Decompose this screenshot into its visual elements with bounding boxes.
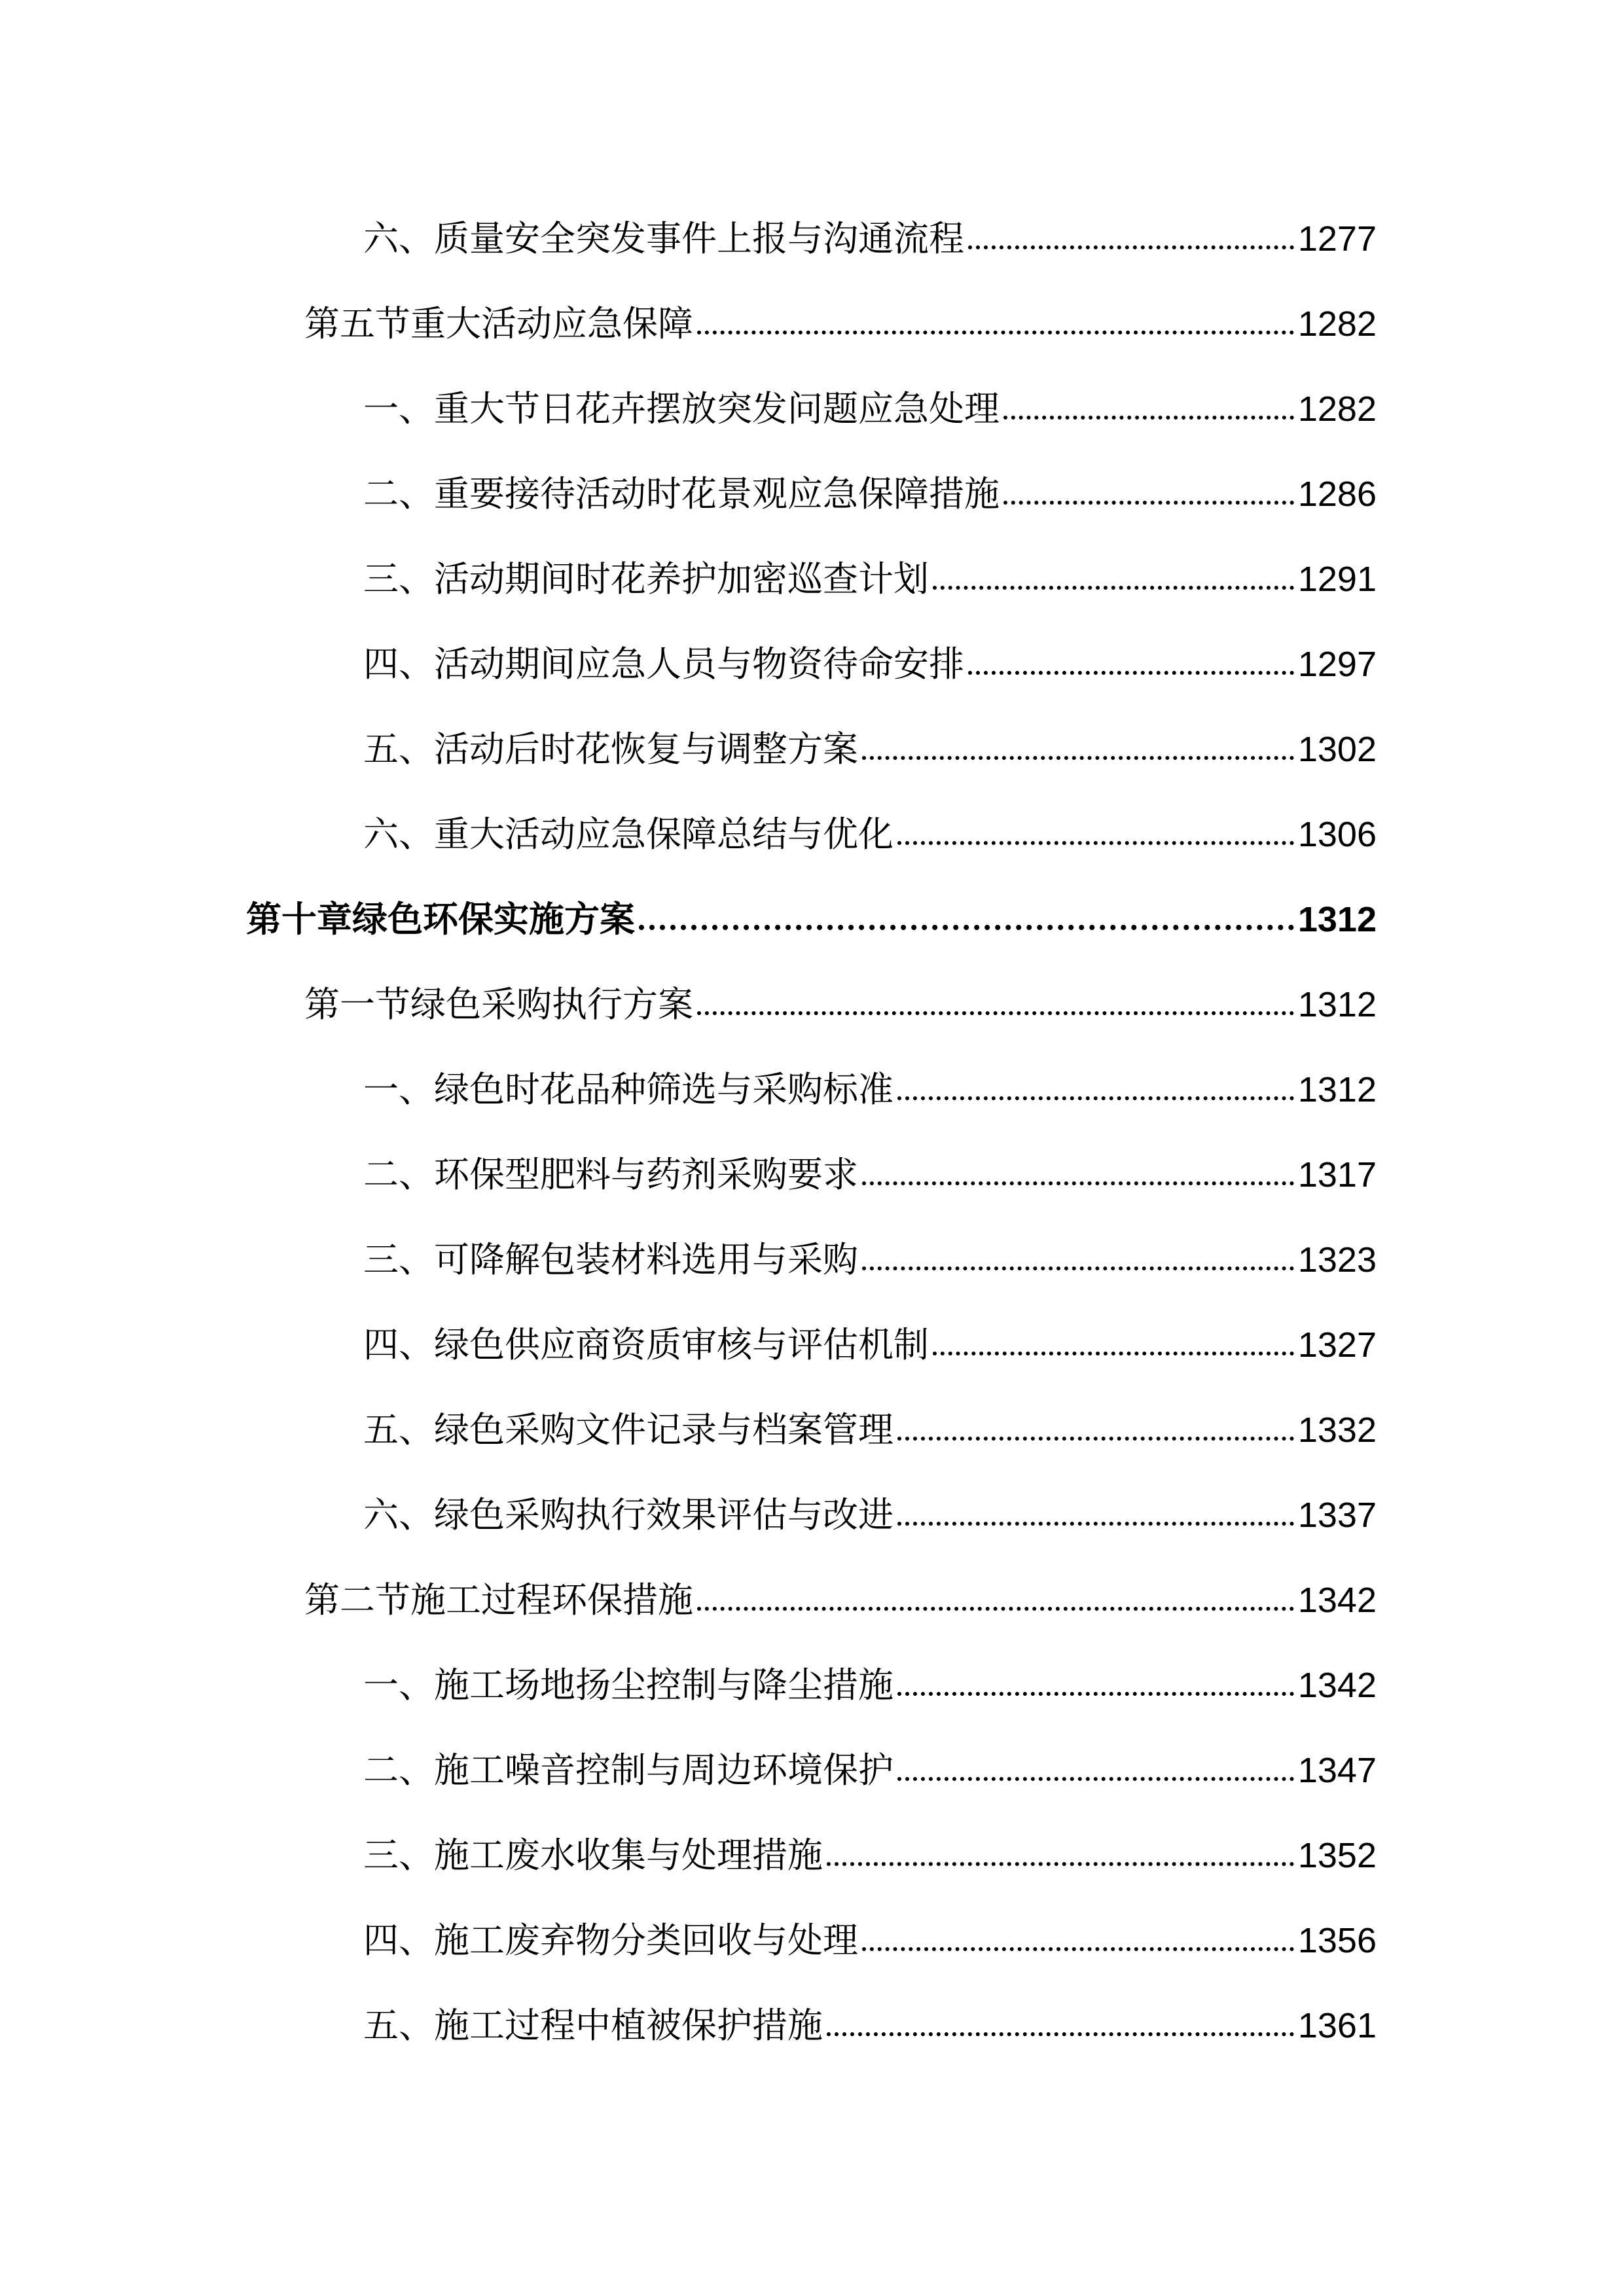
toc-entry-title: 一、施工场地扬尘控制与降尘措施	[363, 1664, 893, 1706]
toc-entry-title: 六、重大活动应急保障总结与优化	[363, 814, 893, 855]
dot-leader	[1003, 416, 1294, 420]
dot-leader	[933, 1352, 1294, 1355]
toc-entry-page: 1356	[1297, 1921, 1377, 1960]
toc-entry-page: 1282	[1297, 389, 1377, 429]
toc-entry-page: 1317	[1297, 1155, 1377, 1194]
toc-entry-page: 1352	[1297, 1836, 1377, 1875]
dot-leader	[897, 1692, 1294, 1696]
toc-entry[interactable]	[304, 1574, 1377, 1626]
dot-leader	[897, 1522, 1294, 1526]
toc-entry-title: 第二节施工过程环保措施	[304, 1579, 693, 1621]
toc-entry[interactable]	[363, 1659, 1377, 1712]
toc-entry[interactable]	[363, 1064, 1377, 1116]
toc-entry[interactable]	[363, 1914, 1377, 1967]
dot-leader	[897, 1437, 1294, 1441]
toc-entry-page: 1323	[1297, 1240, 1377, 1280]
toc-entry-title: 三、施工废水收集与处理措施	[363, 1835, 823, 1876]
dot-leader	[1003, 501, 1294, 505]
toc-entry-page: 1312	[1297, 985, 1377, 1024]
toc-entry-title: 二、重要接待活动时花景观应急保障措施	[363, 473, 1000, 514]
dot-leader	[827, 1862, 1294, 1866]
toc-entry-title: 六、质量安全突发事件上报与沟通流程	[363, 218, 964, 259]
toc-entry-page: 1306	[1297, 815, 1377, 854]
dot-leader	[897, 841, 1294, 845]
toc-entry-title: 三、活动期间时花养护加密巡查计划	[363, 558, 929, 600]
toc-entry-page: 1337	[1297, 1496, 1377, 1535]
toc-entry-page: 1361	[1297, 2006, 1377, 2045]
dot-leader	[697, 1011, 1294, 1015]
toc-entry-page: 1286	[1297, 475, 1377, 514]
toc-entry-page: 1342	[1297, 1666, 1377, 1705]
toc-entry-title: 六、绿色采购执行效果评估与改进	[363, 1494, 893, 1535]
toc-entry-title: 五、绿色采购文件记录与档案管理	[363, 1409, 893, 1450]
toc-entry[interactable]	[363, 1489, 1377, 1541]
toc-entry-page: 1282	[1297, 304, 1377, 344]
toc-entry[interactable]	[363, 1319, 1377, 1371]
toc-entry-page: 1312	[1297, 900, 1377, 939]
toc-entry[interactable]	[363, 723, 1377, 776]
toc-entry[interactable]	[304, 298, 1377, 350]
dot-leader	[897, 1096, 1294, 1100]
toc-entry[interactable]	[363, 1404, 1377, 1456]
toc-entry-page: 1277	[1297, 219, 1377, 259]
toc-entry-title: 第十章绿色环保实施方案	[246, 899, 635, 940]
toc-entry[interactable]	[363, 638, 1377, 691]
toc-entry-title: 第一节绿色采购执行方案	[304, 984, 693, 1025]
toc-entry-title: 第五节重大活动应急保障	[304, 303, 693, 344]
toc-entry-page: 1332	[1297, 1410, 1377, 1450]
toc-entry-title: 二、环保型肥料与药剂采购要求	[363, 1154, 858, 1195]
toc-entry-title: 五、活动后时花恢复与调整方案	[363, 728, 858, 770]
toc-entry-page: 1312	[1297, 1070, 1377, 1109]
dot-leader	[968, 671, 1294, 675]
dot-leader	[862, 1947, 1294, 1951]
toc-entry-title: 二、施工噪音控制与周边环境保护	[363, 1749, 893, 1791]
toc-entry-page: 1327	[1297, 1325, 1377, 1365]
dot-leader	[968, 245, 1294, 249]
toc-entry[interactable]	[304, 978, 1377, 1031]
toc-entry[interactable]	[363, 2000, 1377, 2052]
toc-entry[interactable]	[363, 468, 1377, 520]
dot-leader	[862, 756, 1294, 760]
toc-entry-title: 四、活动期间应急人员与物资待命安排	[363, 643, 964, 685]
toc-entry-title: 四、绿色供应商资质审核与评估机制	[363, 1324, 929, 1365]
toc-entry-title: 四、施工废弃物分类回收与处理	[363, 1920, 858, 1961]
dot-leader	[697, 331, 1294, 334]
toc-entry[interactable]	[363, 1744, 1377, 1797]
dot-leader	[897, 1777, 1294, 1781]
toc-entry[interactable]	[363, 553, 1377, 605]
toc-entry-page: 1297	[1297, 645, 1377, 684]
toc-entry[interactable]	[363, 1234, 1377, 1286]
toc-entry[interactable]	[363, 1829, 1377, 1882]
toc-entry-page: 1291	[1297, 560, 1377, 599]
toc-entry[interactable]	[363, 213, 1377, 265]
toc-entry[interactable]	[363, 383, 1377, 435]
toc-entry-title: 一、绿色时花品种筛选与采购标准	[363, 1069, 893, 1110]
dot-leader	[862, 1266, 1294, 1270]
dot-leader	[697, 1607, 1294, 1611]
dot-leader	[639, 925, 1294, 930]
toc-entry-page: 1302	[1297, 730, 1377, 769]
toc-entry-page: 1342	[1297, 1581, 1377, 1620]
toc-entry[interactable]	[363, 1149, 1377, 1201]
toc-entry-title: 三、可降解包装材料选用与采购	[363, 1239, 858, 1280]
toc-entry-title: 一、重大节日花卉摆放突发问题应急处理	[363, 388, 1000, 429]
dot-leader	[862, 1181, 1294, 1185]
toc-entry[interactable]	[363, 808, 1377, 861]
dot-leader	[827, 2032, 1294, 2036]
dot-leader	[933, 586, 1294, 590]
toc-entry-title: 五、施工过程中植被保护措施	[363, 2005, 823, 2046]
toc-entry-page: 1347	[1297, 1751, 1377, 1790]
toc-chapter-entry[interactable]	[246, 893, 1377, 946]
